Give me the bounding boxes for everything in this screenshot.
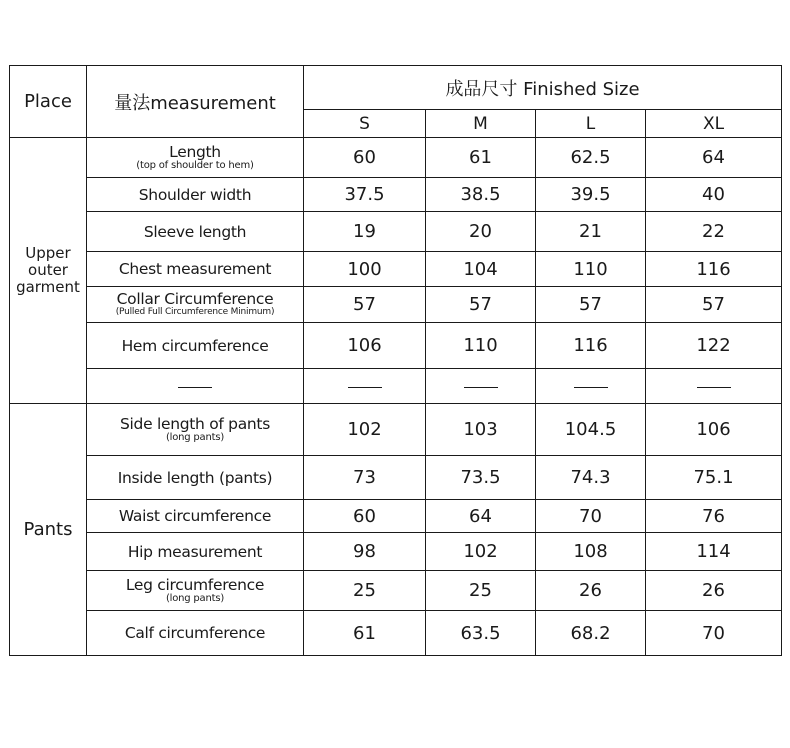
group-name-line: garment (16, 278, 80, 296)
value-cell: 21 (536, 212, 646, 252)
dash-line (348, 387, 382, 388)
value-cell: 19 (304, 212, 426, 252)
measurement-calf-circumference: Calf circumference (87, 611, 304, 656)
value-cell: 106 (646, 404, 782, 456)
group-name-line: Upper (25, 244, 71, 262)
value-cell: 73.5 (426, 456, 536, 500)
dash-line (464, 387, 498, 388)
table-row (10, 611, 782, 656)
value-cell: 57 (304, 287, 426, 323)
measurement-label: Length (169, 143, 221, 161)
value-cell: 74.3 (536, 456, 646, 500)
table-row (10, 287, 782, 323)
measurement-side-length-pants (87, 404, 304, 456)
value-cell: 20 (426, 212, 536, 252)
measurement-note: (long pants) (165, 432, 225, 443)
value-cell: 100 (304, 252, 426, 287)
measurement-label: Leg circumference (125, 576, 265, 594)
value-cell: 40 (646, 178, 782, 212)
table-row (10, 212, 782, 252)
value-cell: 102 (304, 404, 426, 456)
table-row (10, 456, 782, 500)
value-cell: 38.5 (426, 178, 536, 212)
value-cell: 110 (426, 323, 536, 369)
value-cell: 98 (304, 533, 426, 571)
value-cell: 61 (304, 611, 426, 656)
value-cell: 62.5 (536, 138, 646, 178)
value-cell: 104 (426, 252, 536, 287)
value-cell: 73 (304, 456, 426, 500)
header-place: Place (10, 66, 87, 138)
value-cell: 60 (304, 500, 426, 533)
value-cell: 39.5 (536, 178, 646, 212)
value-cell: 25 (304, 571, 426, 611)
value-cell: 26 (646, 571, 782, 611)
table-row (10, 500, 782, 533)
header-measurement: 量法measurement (87, 66, 304, 138)
measurement-sleeve-length: Sleeve length (87, 212, 304, 252)
placeholder-value (536, 369, 646, 404)
value-cell: 61 (426, 138, 536, 178)
table-row (10, 178, 782, 212)
dash-line (697, 387, 731, 388)
value-cell: 122 (646, 323, 782, 369)
table-row (10, 404, 782, 456)
value-cell: 116 (646, 252, 782, 287)
size-label-xl: XL (646, 110, 782, 138)
group-name-line: outer (28, 261, 68, 279)
value-cell: 26 (536, 571, 646, 611)
value-cell: 106 (304, 323, 426, 369)
value-cell: 116 (536, 323, 646, 369)
measurement-inside-length-pants: Inside length (pants) (87, 456, 304, 500)
dash-line (574, 387, 608, 388)
table-row (10, 323, 782, 369)
placeholder-value (304, 369, 426, 404)
measurement-hip: Hip measurement (87, 533, 304, 571)
measurement-label: Collar Circumference (116, 290, 274, 308)
size-table (9, 65, 782, 656)
size-label-l: L (536, 110, 646, 138)
value-cell: 37.5 (304, 178, 426, 212)
measurement-note: (top of shoulder to hem) (136, 160, 254, 171)
group-upper-outer-garment (10, 138, 87, 404)
value-cell: 108 (536, 533, 646, 571)
size-chart (9, 65, 781, 655)
value-cell: 25 (426, 571, 536, 611)
measurement-chest: Chest measurement (87, 252, 304, 287)
value-cell: 102 (426, 533, 536, 571)
dash-line (178, 387, 212, 388)
table-row (10, 138, 782, 178)
value-cell: 68.2 (536, 611, 646, 656)
size-label-m: M (426, 110, 536, 138)
placeholder-value (426, 369, 536, 404)
table-row (10, 369, 782, 404)
value-cell: 110 (536, 252, 646, 287)
value-cell: 64 (646, 138, 782, 178)
measurement-note: (long pants) (165, 593, 225, 604)
value-cell: 75.1 (646, 456, 782, 500)
table-row (10, 571, 782, 611)
size-label-s: S (304, 110, 426, 138)
measurement-length (87, 138, 304, 178)
value-cell: 64 (426, 500, 536, 533)
value-cell: 57 (536, 287, 646, 323)
value-cell: 70 (646, 611, 782, 656)
measurement-waist-circumference: Waist circumference (87, 500, 304, 533)
measurement-leg-circumference (87, 571, 304, 611)
measurement-shoulder-width: Shoulder width (87, 178, 304, 212)
value-cell: 76 (646, 500, 782, 533)
value-cell: 70 (536, 500, 646, 533)
value-cell: 57 (426, 287, 536, 323)
value-cell: 22 (646, 212, 782, 252)
table-row (10, 533, 782, 571)
value-cell: 114 (646, 533, 782, 571)
value-cell: 104.5 (536, 404, 646, 456)
value-cell: 103 (426, 404, 536, 456)
measurement-label: Side length of pants (120, 415, 270, 433)
value-cell: 63.5 (426, 611, 536, 656)
table-row (10, 252, 782, 287)
measurement-note: (Pulled Full Circumference Minimum) (115, 307, 275, 317)
value-cell: 57 (646, 287, 782, 323)
measurement-collar-circumference (87, 287, 304, 323)
value-cell: 60 (304, 138, 426, 178)
group-pants: Pants (10, 404, 87, 656)
header-finished-size: 成品尺寸 Finished Size (304, 66, 782, 110)
measurement-hem-circumference: Hem circumference (87, 323, 304, 369)
placeholder-value (646, 369, 782, 404)
placeholder-label (87, 369, 304, 404)
